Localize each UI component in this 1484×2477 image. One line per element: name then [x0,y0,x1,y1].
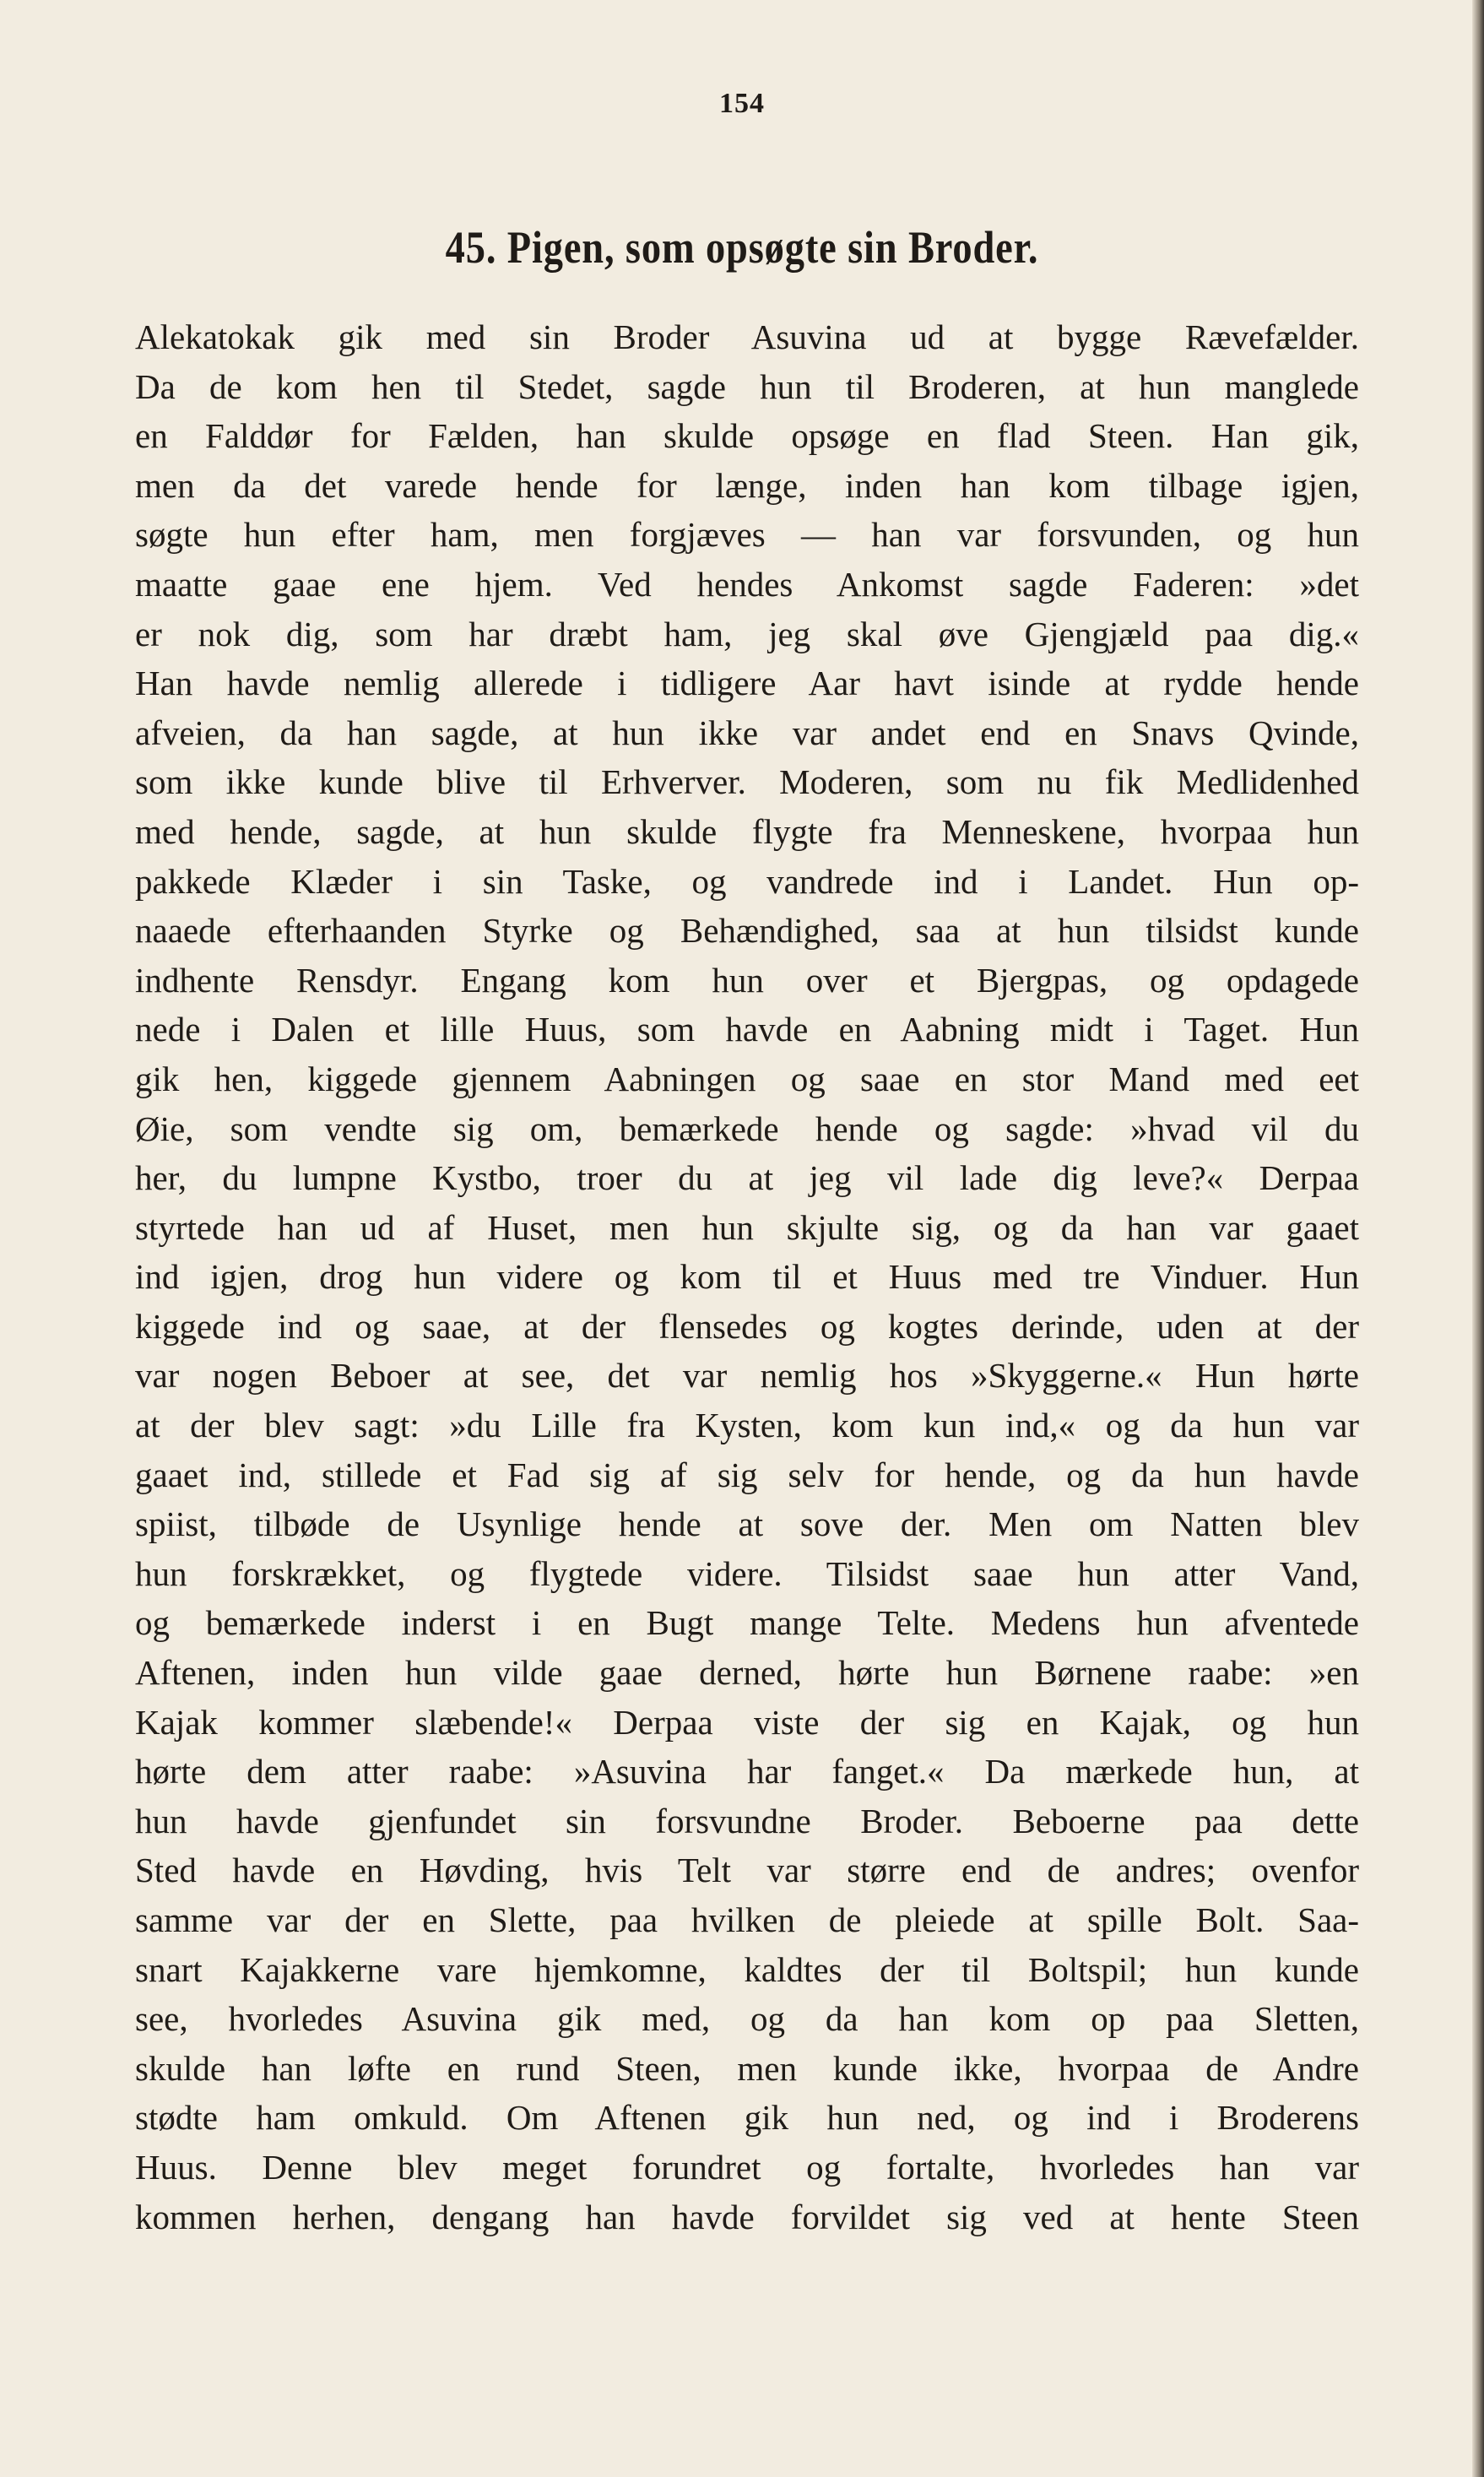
text-line: at der blev sagt: »du Lille fra Kysten, kom kun ind,« og da hun var [135,1406,1359,1445]
text-line: men da det varede hende for længe, inden han kom tilbage igjen, [135,465,1359,505]
text-line: snart Kajakkerne vare hjemkomne, kaldtes der til Boltspil; hun kunde [135,1949,1359,1989]
text-line: Huus. Denne blev meget forundret og fortalte, hvorledes han var [135,2147,1359,2187]
text-line: som ikke kunde blive til Erhverver. Moderen, som nu fik Medlidenhed [135,762,1359,802]
text-line: med hende, sagde, at hun skulde flygte fra Menneskene, hvorpaa hun [135,811,1359,851]
text-line: stødte ham omkuld. Om Aftenen gik hun ned, og ind i Broderens [135,2098,1359,2138]
text-line: og bemærkede inderst i en Bugt mange Telte. Medens hun afventede [135,1603,1359,1643]
text-line: skulde han løfte en rund Steen, men kunde ikke, hvorpaa de Andre [135,2048,1359,2088]
text-line: var nogen Beboer at see, det var nemlig hos »Skyggerne.« Hun hørte [135,1356,1359,1396]
text-line: naaede efterhaanden Styrke og Behændighed, saa at hun tilsidst kunde [135,911,1359,951]
text-line: pakkede Klæder i sin Taske, og vandrede ind i Landet. Hun op- [135,861,1359,901]
text-line: styrtede han ud af Huset, men hun skjulte sig, og da han var gaaet [135,1207,1359,1247]
text-line: her, du lumpne Kystbo, troer du at jeg vil lade dig leve?« Derpaa [135,1158,1359,1198]
text-line: Aftenen, inden hun vilde gaae derned, hørte hun Børnene raabe: »en [135,1653,1359,1693]
text-line: gik hen, kiggede gjennem Aabningen og saae en stor Mand med eet [135,1059,1359,1098]
text-line: kiggede ind og saae, at der flensedes og kogtes derinde, uden at der [135,1306,1359,1346]
text-line: ind igjen, drog hun videre og kom til et Huus med tre Vinduer. Hun [135,1257,1359,1297]
text-line: hun havde gjenfundet sin forsvundne Broder. Beboerne paa dette [135,1801,1359,1840]
text-line: hun forskrækket, og flygtede videre. Tilsidst saae hun atter Vand, [135,1553,1359,1593]
text-line: Kajak kommer slæbende!« Derpaa viste der sig en Kajak, og hun [135,1702,1359,1742]
text-line: see, hvorledes Asuvina gik med, og da han kom op paa Sletten, [135,1999,1359,2039]
text-line: nede i Dalen et lille Huus, som havde en Aabning midt i Taget. Hun [135,1010,1359,1049]
text-line: hørte dem atter raabe: »Asuvina har fanget.« Da mærkede hun, at [135,1752,1359,1791]
text-line: kommen herhen, dengang han havde forvildet sig ved at hente Steen [135,2197,1359,2236]
text-line: gaaet ind, stillede et Fad sig af sig selv for hende, og da hun havde [135,1455,1359,1494]
text-line: maatte gaae ene hjem. Ved hendes Ankomst sagde Faderen: »det [135,564,1359,604]
text-line: er nok dig, som har dræbt ham, jeg skal øve Gjengjæld paa dig.« [135,614,1359,653]
text-line: indhente Rensdyr. Engang kom hun over et Bjergpas, og opdagede [135,960,1359,1000]
text-line: Øie, som vendte sig om, bemærkede hende og sagde: »hvad vil du [135,1108,1359,1148]
text-line: Alekatokak gik med sin Broder Asuvina ud at bygge Rævefælder. [135,317,1359,356]
text-line: Han havde nemlig allerede i tidligere Aar havt isinde at rydde hende [135,664,1359,703]
page-number: 154 [719,88,765,119]
text-line: søgte hun efter ham, men forgjæves — han var forsvunden, og hun [135,515,1359,555]
text-line: en Falddør for Fælden, han skulde opsøge en flad Steen. Han gik, [135,416,1359,456]
chapter-title: 45. Pigen, som opsøgte sin Broder. [445,222,1039,273]
text-line: afveien, da han sagde, at hun ikke var andet end en Snavs Qvinde, [135,713,1359,752]
text-line: Sted havde en Høvding, hvis Telt var større end de andres; ovenfor [135,1851,1359,1890]
text-line: samme var der en Slette, paa hvilken de pleiede at spille Bolt. Saa- [135,1900,1359,1939]
body-text [135,312,1359,2241]
text-line: spiist, tilbøde de Usynlige hende at sove der. Men om Natten blev [135,1504,1359,1544]
page-edge [1472,0,1484,2477]
text-line: Da de kom hen til Stedet, sagde hun til Broderen, at hun manglede [135,366,1359,406]
